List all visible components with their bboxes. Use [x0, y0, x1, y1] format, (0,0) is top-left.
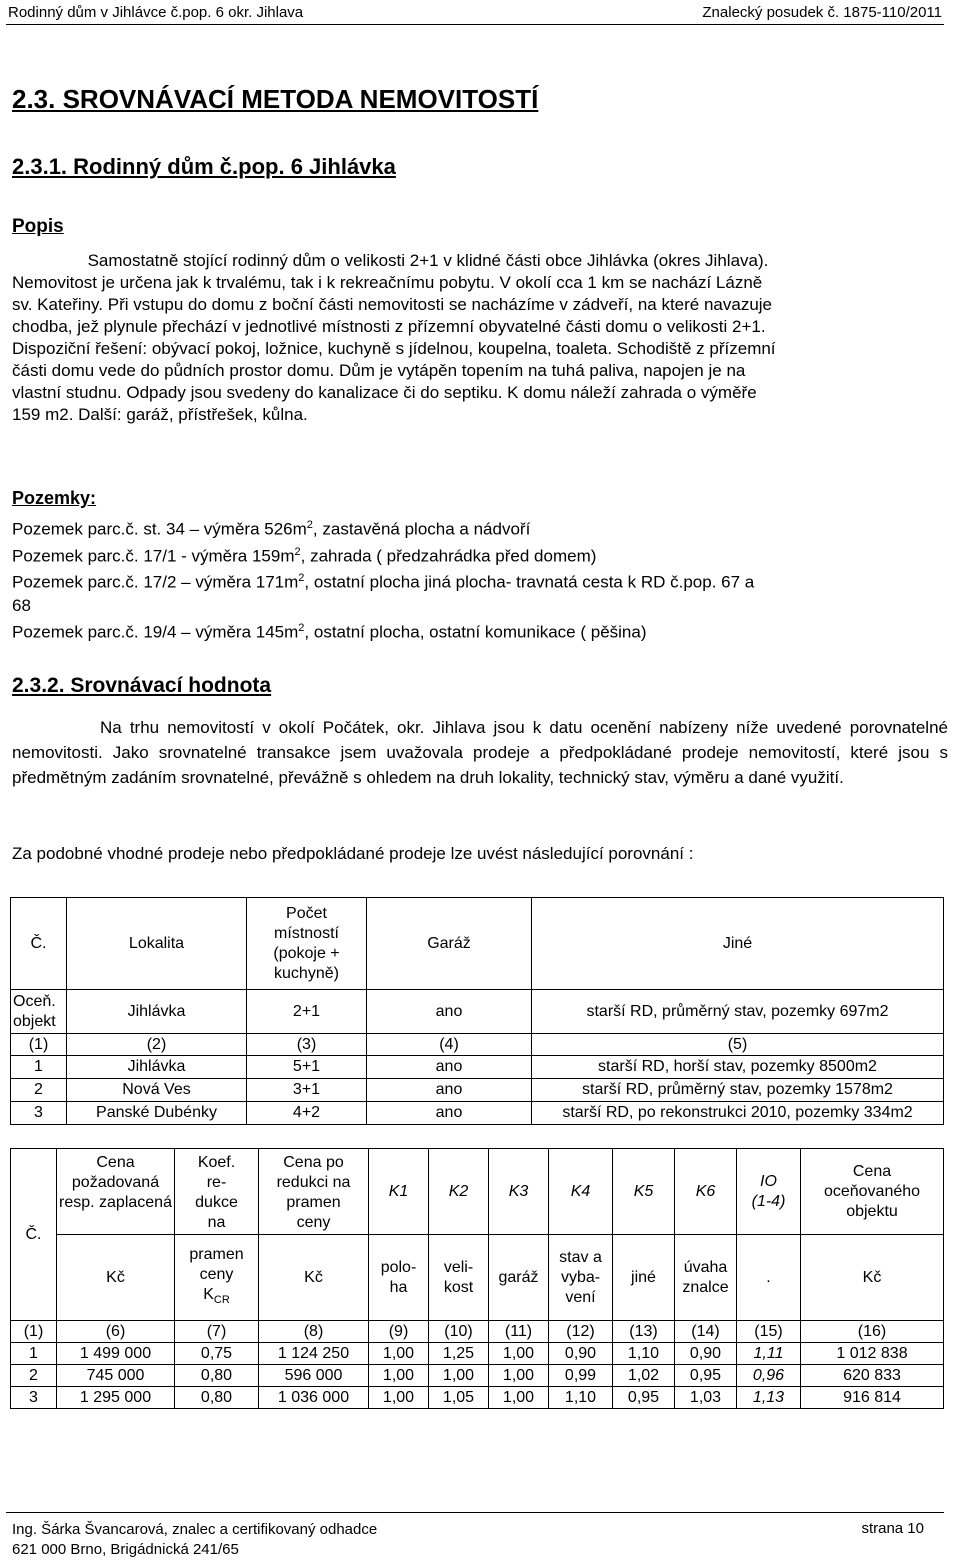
table-cell: (10) [429, 1321, 489, 1343]
table-row [11, 1079, 944, 1102]
col-header: Kč [57, 1235, 175, 1321]
table-cell: 1,05 [429, 1387, 489, 1409]
table-cell: Panské Dubénky [67, 1102, 247, 1125]
page-number: strana 10 [861, 1520, 924, 1537]
col-header: garáž [489, 1235, 549, 1321]
col-header: veli- kost [429, 1235, 489, 1321]
col-header: Cena požadovaná resp. zaplacená [57, 1149, 175, 1235]
table-cell: (6) [57, 1321, 175, 1343]
table-cell: ano [367, 1102, 532, 1125]
table-cell: 1,10 [613, 1343, 675, 1365]
table-cell: (12) [549, 1321, 613, 1343]
table-cell: (9) [369, 1321, 429, 1343]
table-cell: 1 499 000 [57, 1343, 175, 1365]
table-cell: starší RD, průměrný stav, pozemky 697m2 [532, 990, 944, 1034]
table-cell: (1) [11, 1321, 57, 1343]
col-header: úvaha znalce [675, 1235, 737, 1321]
col-header: stav a vyba- vení [549, 1235, 613, 1321]
popis-line: Dispoziční řešení: obývací pokoj, ložnice, kuchyně s jídelnou, koupelna, toaleta. Schodiště z přízemní [12, 339, 776, 358]
col-header: Č. [11, 898, 67, 990]
table-row [11, 1365, 944, 1387]
table-cell: ano [367, 990, 532, 1034]
table-cell: Oceň. objekt [11, 990, 67, 1034]
table-cell: (13) [613, 1321, 675, 1343]
table-row [11, 1056, 944, 1079]
table-cell: (11) [489, 1321, 549, 1343]
col-header-io: IO (1-4) [737, 1149, 801, 1235]
col-header-k3: K3 [489, 1149, 549, 1235]
table-cell: 0,99 [549, 1365, 613, 1387]
col-header: Lokalita [67, 898, 247, 990]
table-number-row [11, 1321, 944, 1343]
table-cell: 1,11 [737, 1343, 801, 1365]
pozemek-item: Pozemek parc.č. 19/4 – výměra $145m^2$, ostatní plocha, ostatní komunikace ( pěšina) [12, 621, 647, 642]
popis-line: Nemovitost je určena jak k trvalému, tak i k rekreačnímu pobytu. V okolí cca 1 km se nachází Lázně [12, 273, 763, 292]
table-cell: (7) [175, 1321, 259, 1343]
table-header-row [11, 1149, 944, 1235]
col-header: pramen ceny $K_{CR}$ [175, 1235, 259, 1321]
table-row [11, 1387, 944, 1409]
col-header-k5: K5 [613, 1149, 675, 1235]
col-header: polo- ha [369, 1235, 429, 1321]
table-cell: starší RD, horší stav, pozemky 8500m2 [532, 1056, 944, 1079]
table-cell: (8) [259, 1321, 369, 1343]
col-header-k6: K6 [675, 1149, 737, 1235]
popis-line: sv. Kateřiny. Při vstupu do domu z boční části nemovitosti se nacházíme v zádveří, na které navazuje [12, 295, 773, 314]
table-cell: 3 [11, 1387, 57, 1409]
table-cell: 1,03 [675, 1387, 737, 1409]
popis-line: Samostatně stojící rodinný dům o velikosti 2+1 v klidné části obce Jihlávka (okres Jihlava). [12, 251, 769, 270]
valuation-table [10, 1148, 944, 1409]
table-cell: ano [367, 1056, 532, 1079]
table-cell: 0,96 [737, 1365, 801, 1387]
pozemek-item: Pozemek parc.č. 17/2 – výměra $171m^2$, ostatní plocha jiná plocha- travnatá cesta k RD č.pop. 67 a [12, 572, 755, 592]
footer-divider [6, 1512, 944, 1513]
table-cell: 1,13 [737, 1387, 801, 1409]
table-cell: (15) [737, 1321, 801, 1343]
table-cell: 4+2 [247, 1102, 367, 1125]
popis-heading: Popis [12, 216, 64, 237]
table-cell: ano [367, 1079, 532, 1102]
col-header: Cena po redukci na pramen ceny [259, 1149, 369, 1235]
table-cell: (16) [801, 1321, 944, 1343]
table-cell: 1,00 [429, 1365, 489, 1387]
table-cell: 1 [11, 1056, 67, 1079]
pozemek-item: 68 [12, 595, 31, 615]
table-header-row [11, 898, 944, 990]
pozemky-heading: Pozemky: [12, 488, 97, 508]
table-header-row-2 [11, 1235, 944, 1321]
srovnavaci-heading: 2.3.2. Srovnávací hodnota [12, 674, 272, 697]
header-divider [6, 24, 944, 25]
col-header: Č. [11, 1149, 57, 1321]
table-cell: 2 [11, 1365, 57, 1387]
table-cell: 3 [11, 1102, 67, 1125]
table-cell: (1) [11, 1034, 67, 1056]
table-cell: 1,00 [489, 1343, 549, 1365]
table-cell: Jihlávka [67, 1056, 247, 1079]
col-header: Kč [801, 1235, 944, 1321]
table-cell: 1,00 [369, 1343, 429, 1365]
table-number-row [11, 1034, 944, 1056]
table-cell: 1,00 [489, 1387, 549, 1409]
table-cell: starší RD, průměrný stav, pozemky 1578m2 [532, 1079, 944, 1102]
popis-line: chodba, jež plynule přechází v jednotlivé místnosti z přízemní obyvatelné části domu o velikosti 2+1. [12, 317, 766, 336]
table-row-ocenovany [11, 990, 944, 1034]
header-right: Znalecký posudek č. 1875-110/2011 [702, 4, 942, 21]
col-header-k2: K2 [429, 1149, 489, 1235]
table-cell: (3) [247, 1034, 367, 1056]
footer-author: Ing. Šárka Švancarová, znalec a certifikovaný odhadce 621 000 Brno, Brigádnická 241/65 [12, 1521, 378, 1558]
table-cell: 5+1 [247, 1056, 367, 1079]
col-header-k1: K1 [369, 1149, 429, 1235]
table-cell: 3+1 [247, 1079, 367, 1102]
subsection-title: 2.3.1. Rodinný dům č.pop. 6 Jihlávka [12, 154, 396, 179]
table-cell: starší RD, po rekonstrukci 2010, pozemky 334m2 [532, 1102, 944, 1125]
comparison-table [10, 897, 944, 1125]
col-header: Koef. re- dukce na [175, 1149, 259, 1235]
table-cell: 0,75 [175, 1343, 259, 1365]
table-cell: 1,00 [369, 1387, 429, 1409]
popis-paragraph [12, 250, 944, 426]
table-cell: 596 000 [259, 1365, 369, 1387]
col-header: jiné [613, 1235, 675, 1321]
comparison-intro: Za podobné vhodné prodeje nebo předpokládané prodeje lze uvést následující porovnání : [12, 844, 694, 863]
table-cell: 1,00 [369, 1365, 429, 1387]
popis-line: 159 m2. Další: garáž, přístřešek, kůlna. [12, 405, 308, 424]
table-row [11, 1343, 944, 1365]
col-header: Garáž [367, 898, 532, 990]
table-cell: (5) [532, 1034, 944, 1056]
popis-line: části domu vede do půdních prostor domu. Dům je vytápěn topením na tuhá paliva, napojen je na [12, 361, 746, 380]
table-cell: 620 833 [801, 1365, 944, 1387]
pozemek-item: Pozemek parc.č. 17/1 - výměra $159m^2$, zahrada ( předzahrádka před domem) [12, 545, 597, 566]
table-cell: 1,02 [613, 1365, 675, 1387]
col-header: Kč [259, 1235, 369, 1321]
col-header: Cena oceňovaného objektu [801, 1149, 944, 1235]
pozemek-item: Pozemek parc.č. st. 34 – výměra $526m^2$, zastavěná plocha a nádvoří [12, 519, 531, 539]
col-header: Počet místností (pokoje + kuchyně) [247, 898, 367, 990]
table-cell: 1 124 250 [259, 1343, 369, 1365]
table-cell: 916 814 [801, 1387, 944, 1409]
table-cell: 0,95 [613, 1387, 675, 1409]
table-cell: 745 000 [57, 1365, 175, 1387]
table-row [11, 1102, 944, 1125]
col-header: Jiné [532, 898, 944, 990]
col-header: . [737, 1235, 801, 1321]
table-cell: 1,00 [489, 1365, 549, 1387]
table-cell: 0,80 [175, 1387, 259, 1409]
table-cell: 1 012 838 [801, 1343, 944, 1365]
table-cell: 2 [11, 1079, 67, 1102]
section-title: 2.3. SROVNÁVACÍ METODA NEMOVITOSTÍ [12, 84, 539, 114]
table-cell: (14) [675, 1321, 737, 1343]
table-cell: 1 036 000 [259, 1387, 369, 1409]
table-cell: 1,25 [429, 1343, 489, 1365]
table-cell: 1 295 000 [57, 1387, 175, 1409]
table-cell: 1,10 [549, 1387, 613, 1409]
table-cell: Nová Ves [67, 1079, 247, 1102]
table-cell: (2) [67, 1034, 247, 1056]
popis-line: vlastní studnu. Odpady jsou svedeny do kanalizace či do septiku. K domu náleží zahrada o výměře [12, 383, 757, 402]
table-cell: 1 [11, 1343, 57, 1365]
col-header-k4: K4 [549, 1149, 613, 1235]
table-cell: 0,90 [549, 1343, 613, 1365]
pozemky-list [12, 514, 944, 644]
table-cell: 0,80 [175, 1365, 259, 1387]
table-cell: 2+1 [247, 990, 367, 1034]
table-cell: (4) [367, 1034, 532, 1056]
table-cell: 0,90 [675, 1343, 737, 1365]
table-cell: Jihlávka [67, 990, 247, 1034]
table-cell: 0,95 [675, 1365, 737, 1387]
srovnavaci-paragraph: Na trhu nemovitostí v okolí Počátek, okr. Jihlava jsou k datu ocenění nabízeny níže uvedené porovnatelné nemovitosti. Jako srovnatelné transakce jsem uvažovala prodeje a předpokládané prodeje nemovitostí, které jsou s předmětným zadáním srovnatelné, převážně s ohledem na druh lokality, technický stav, výměru a dané využití. [12, 718, 948, 787]
header-left: Rodinný dům v Jihlávce č.pop. 6 okr. Jihlava [8, 4, 304, 21]
